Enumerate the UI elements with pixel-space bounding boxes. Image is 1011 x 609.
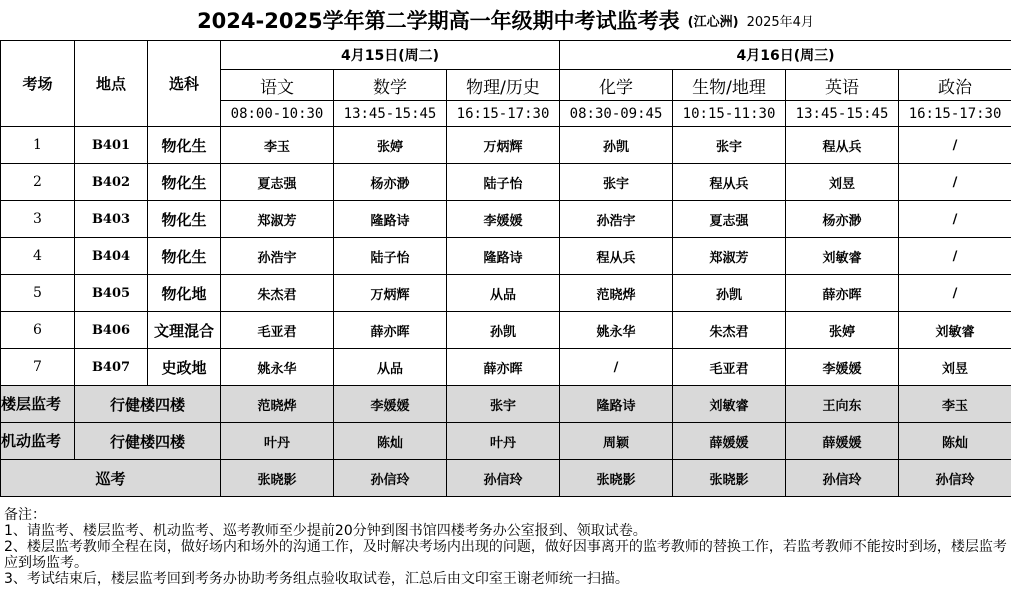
header-subject: 语文: [221, 70, 334, 101]
notes-line: 1、请监考、楼层监考、机动监考、巡考教师至少提前20分钟到图书馆四楼考务办公室报到、领取试卷。: [4, 523, 647, 539]
proctor-name: 李媛媛: [786, 349, 899, 386]
proctor-name: /: [899, 201, 1011, 238]
proctor-name: 万炳辉: [334, 275, 447, 312]
room-location: B401: [75, 127, 148, 164]
title-date: 2025年4月: [746, 14, 814, 30]
room-location: B404: [75, 238, 148, 275]
header-subject: 数学: [334, 70, 447, 101]
proctor-name: 薛亦晖: [334, 312, 447, 349]
table-row: [1, 164, 1011, 201]
table-row: [1, 349, 1011, 386]
proctor-name: 姚永华: [560, 312, 673, 349]
floor-proctor-label: 楼层监考: [1, 386, 75, 423]
proctor-name: 张晓影: [221, 460, 334, 497]
room-elective: 文理混合: [148, 312, 221, 349]
mobile-proctor-location: 行健楼四楼: [75, 423, 221, 460]
header-subject: 生物/地理: [673, 70, 786, 101]
proctor-name: 陈灿: [899, 423, 1011, 460]
proctor-name: 李媛媛: [447, 201, 560, 238]
room-elective: 物化生: [148, 127, 221, 164]
room-location: B407: [75, 349, 148, 386]
header-time: 13:45-15:45: [786, 101, 899, 127]
proctor-name: 李玉: [899, 386, 1011, 423]
proctor-name: 夏志强: [673, 201, 786, 238]
proctor-name: /: [899, 164, 1011, 201]
proctor-name: 李媛媛: [334, 386, 447, 423]
proctor-name: 毛亚君: [221, 312, 334, 349]
proctor-name: 张婷: [786, 312, 899, 349]
proctor-name: 范晓烨: [221, 386, 334, 423]
title-campus: (江心洲): [687, 14, 739, 30]
proctor-name: 孙信玲: [899, 460, 1011, 497]
room-elective: 物化生: [148, 201, 221, 238]
notes-line: 2、楼层监考教师全程在岗，做好场内和场外的沟通工作，及时解决考场内出现的问题，做好因事离开的监考教师的替换工作，若监考教师不能按时到场，楼层监考应到场监考。: [4, 539, 1007, 571]
proctor-name: 孙浩宇: [221, 238, 334, 275]
proctor-name: 朱杰君: [221, 275, 334, 312]
proctor-name: 薛亦晖: [786, 275, 899, 312]
proctor-name: 孙凯: [560, 127, 673, 164]
proctor-name: 张晓影: [560, 460, 673, 497]
room-elective: 物化地: [148, 275, 221, 312]
sheet-title: [0, 0, 1011, 40]
proctor-name: 王向东: [786, 386, 899, 423]
proctor-name: 毛亚君: [673, 349, 786, 386]
header-room: 考场: [1, 41, 75, 127]
room-elective: 物化生: [148, 164, 221, 201]
proctor-name: 从品: [334, 349, 447, 386]
proctor-name: 姚永华: [221, 349, 334, 386]
header-time: 10:15-11:30: [673, 101, 786, 127]
proctor-name: 程从兵: [560, 238, 673, 275]
proctor-name: 叶丹: [221, 423, 334, 460]
room-number: 7: [1, 349, 75, 386]
mobile-proctor-row: [1, 423, 1011, 460]
proctor-name: 薛亦晖: [447, 349, 560, 386]
table-row: [1, 312, 1011, 349]
proctor-name: 孙信玲: [786, 460, 899, 497]
proctor-name: 从品: [447, 275, 560, 312]
proctor-table: [0, 40, 1011, 497]
proctor-name: 隆路诗: [447, 238, 560, 275]
table-row: [1, 127, 1011, 164]
header-subject: 化学: [560, 70, 673, 101]
title-main: 2024-2025学年第二学期高一年级期中考试监考表: [197, 9, 680, 33]
proctor-name: 孙凯: [447, 312, 560, 349]
header-subject: 英语: [786, 70, 899, 101]
header-day-1: 4月15日(周二): [221, 41, 560, 70]
proctor-name: 隆路诗: [560, 386, 673, 423]
proctor-name: 张宇: [560, 164, 673, 201]
proctor-name: 杨亦渺: [786, 201, 899, 238]
room-number: 1: [1, 127, 75, 164]
proctor-name: 刘敏睿: [899, 312, 1011, 349]
proctor-name: /: [560, 349, 673, 386]
floor-proctor-location: 行健楼四楼: [75, 386, 221, 423]
proctor-name: 夏志强: [221, 164, 334, 201]
proctor-name: 李玉: [221, 127, 334, 164]
proctor-name: 范晓烨: [560, 275, 673, 312]
header-subject: 政治: [899, 70, 1011, 101]
proctor-name: 陆子怡: [334, 238, 447, 275]
table-row: [1, 201, 1011, 238]
notes-heading: 备注：: [4, 507, 46, 523]
table-row: [1, 275, 1011, 312]
header-time: 08:30-09:45: [560, 101, 673, 127]
patrol-label: 巡考: [1, 460, 221, 497]
header-time: 16:15-17:30: [447, 101, 560, 127]
room-number: 4: [1, 238, 75, 275]
notes-line: 3、考试结束后，楼层监考回到考务办协助考务组点验收取试卷，汇总后由文印室王谢老师统一扫描。: [4, 571, 629, 587]
proctor-name: 张宇: [447, 386, 560, 423]
room-location: B406: [75, 312, 148, 349]
proctor-name: 周颖: [560, 423, 673, 460]
proctor-name: 孙浩宇: [560, 201, 673, 238]
header-time: 13:45-15:45: [334, 101, 447, 127]
header-location: 地点: [75, 41, 148, 127]
proctor-name: 万炳辉: [447, 127, 560, 164]
proctor-name: 郑淑芳: [221, 201, 334, 238]
room-location: B402: [75, 164, 148, 201]
room-elective: 物化生: [148, 238, 221, 275]
header-time: 08:00-10:30: [221, 101, 334, 127]
proctor-name: 张晓影: [673, 460, 786, 497]
proctor-name: 程从兵: [673, 164, 786, 201]
proctor-name: 陆子怡: [447, 164, 560, 201]
floor-proctor-row: [1, 386, 1011, 423]
proctor-name: 隆路诗: [334, 201, 447, 238]
proctor-name: 程从兵: [786, 127, 899, 164]
header-elective: 选科: [148, 41, 221, 127]
proctor-name: 朱杰君: [673, 312, 786, 349]
room-number: 5: [1, 275, 75, 312]
proctor-name: 郑淑芳: [673, 238, 786, 275]
proctor-name: 叶丹: [447, 423, 560, 460]
proctor-name: 张宇: [673, 127, 786, 164]
proctor-name: 孙凯: [673, 275, 786, 312]
proctor-name: /: [899, 238, 1011, 275]
notes-section: [4, 507, 1008, 587]
proctor-name: 刘敏睿: [673, 386, 786, 423]
proctor-name: 孙信玲: [447, 460, 560, 497]
proctor-name: 张婷: [334, 127, 447, 164]
table-row: [1, 238, 1011, 275]
header-time: 16:15-17:30: [899, 101, 1011, 127]
room-location: B403: [75, 201, 148, 238]
room-number: 2: [1, 164, 75, 201]
proctor-name: /: [899, 127, 1011, 164]
proctor-name: /: [899, 275, 1011, 312]
proctor-name: 刘敏睿: [786, 238, 899, 275]
mobile-proctor-label: 机动监考: [1, 423, 75, 460]
header-subject: 物理/历史: [447, 70, 560, 101]
room-location: B405: [75, 275, 148, 312]
room-number: 6: [1, 312, 75, 349]
proctor-name: 薛媛媛: [673, 423, 786, 460]
proctor-name: 杨亦渺: [334, 164, 447, 201]
proctor-name: 孙信玲: [334, 460, 447, 497]
proctor-name: 刘昱: [786, 164, 899, 201]
proctor-name: 刘昱: [899, 349, 1011, 386]
patrol-row: [1, 460, 1011, 497]
proctor-name: 陈灿: [334, 423, 447, 460]
proctor-name: 薛媛媛: [786, 423, 899, 460]
header-day-2: 4月16日(周三): [560, 41, 1011, 70]
room-elective: 史政地: [148, 349, 221, 386]
room-number: 3: [1, 201, 75, 238]
